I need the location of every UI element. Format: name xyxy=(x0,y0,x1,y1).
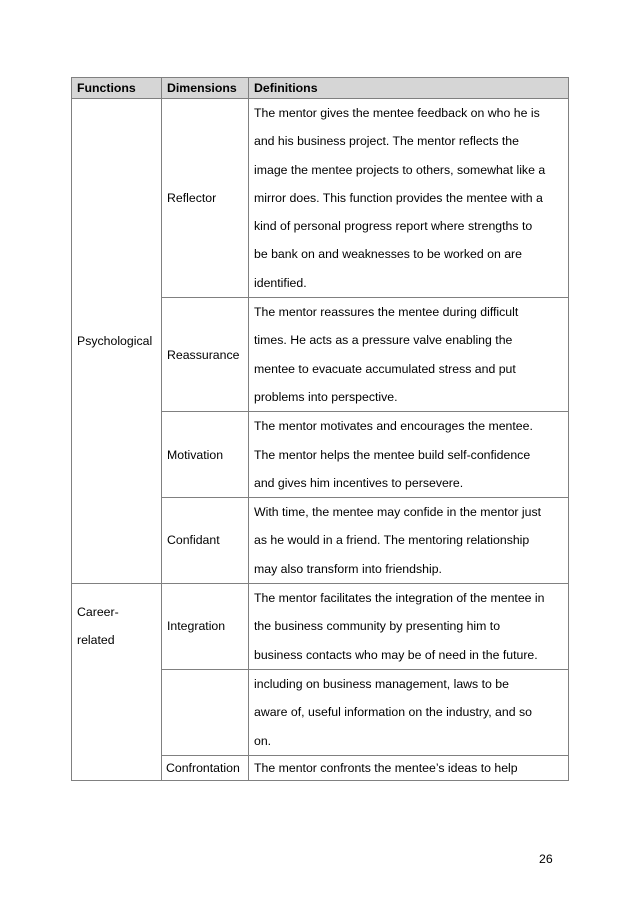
header-dimensions: Dimensions xyxy=(162,78,249,99)
function-cell-career-related xyxy=(72,584,162,781)
definition-line: kind of personal progress report where strengths to xyxy=(254,219,533,234)
definition-line: as he would in a friend. The mentoring relationship xyxy=(254,533,530,548)
dimension-cell: Confidant xyxy=(162,498,249,584)
dimension-cell: Motivation xyxy=(162,412,249,498)
definition-line: aware of, useful information on the industry, and so xyxy=(254,705,532,720)
dimension-cell xyxy=(162,669,249,755)
header-functions: Functions xyxy=(72,78,162,99)
table-row xyxy=(72,584,569,670)
dimension-cell: Confrontation xyxy=(162,755,249,780)
dimension-cell: Reassurance xyxy=(162,298,249,412)
definition-line: identified. xyxy=(254,275,307,290)
definition-cell xyxy=(249,669,569,755)
definition-line: With time, the mentee may confide in the mentor just xyxy=(254,505,542,520)
table-row xyxy=(72,99,569,298)
definition-line: including on business management, laws to be xyxy=(254,676,509,691)
definition-line: on. xyxy=(254,733,272,748)
definition-cell xyxy=(249,412,569,498)
table-header-row xyxy=(72,78,569,99)
definition-cell xyxy=(249,755,569,780)
definition-line: mirror does. This function provides the mentee with a xyxy=(254,190,543,205)
definition-line: image the mentee projects to others, somewhat like a xyxy=(254,162,546,177)
mentoring-functions-table xyxy=(71,77,569,781)
definition-line: be bank on and weaknesses to be worked on are xyxy=(254,247,522,262)
definition-line: mentee to evacuate accumulated stress and put xyxy=(254,361,516,376)
definition-line: may also transform into friendship. xyxy=(254,561,442,576)
definition-line: times. He acts as a pressure valve enabling the xyxy=(254,333,513,348)
page-number: 26 xyxy=(539,852,553,866)
function-line: related xyxy=(77,633,115,648)
definition-cell xyxy=(249,584,569,670)
definition-cell xyxy=(249,298,569,412)
definition-line: The mentor helps the mentee build self-confidence xyxy=(254,447,531,462)
definition-line: The mentor reassures the mentee during difficult xyxy=(254,305,519,320)
definition-line: problems into perspective. xyxy=(254,389,398,404)
definition-line: and gives him incentives to persevere. xyxy=(254,475,464,490)
dimension-cell: Reflector xyxy=(162,99,249,298)
definition-line: and his business project. The mentor reflects the xyxy=(254,134,519,149)
definition-line: business contacts who may be of need in the future. xyxy=(254,647,538,662)
definition-cell xyxy=(249,99,569,298)
definition-cell xyxy=(249,498,569,584)
definition-line: The mentor confronts the mentee’s ideas to help xyxy=(254,760,518,775)
header-definitions: Definitions xyxy=(249,78,569,99)
definition-line: The mentor motivates and encourages the mentee. xyxy=(254,419,533,434)
definition-line: The mentor gives the mentee feedback on who he is xyxy=(254,106,540,120)
function-line: Career- xyxy=(77,605,119,620)
definition-line: The mentor facilitates the integration of the mentee in xyxy=(254,591,545,606)
dimension-cell: Integration xyxy=(162,584,249,670)
function-cell-psychological: Psychological xyxy=(72,99,162,584)
definition-line: the business community by presenting him to xyxy=(254,619,501,634)
